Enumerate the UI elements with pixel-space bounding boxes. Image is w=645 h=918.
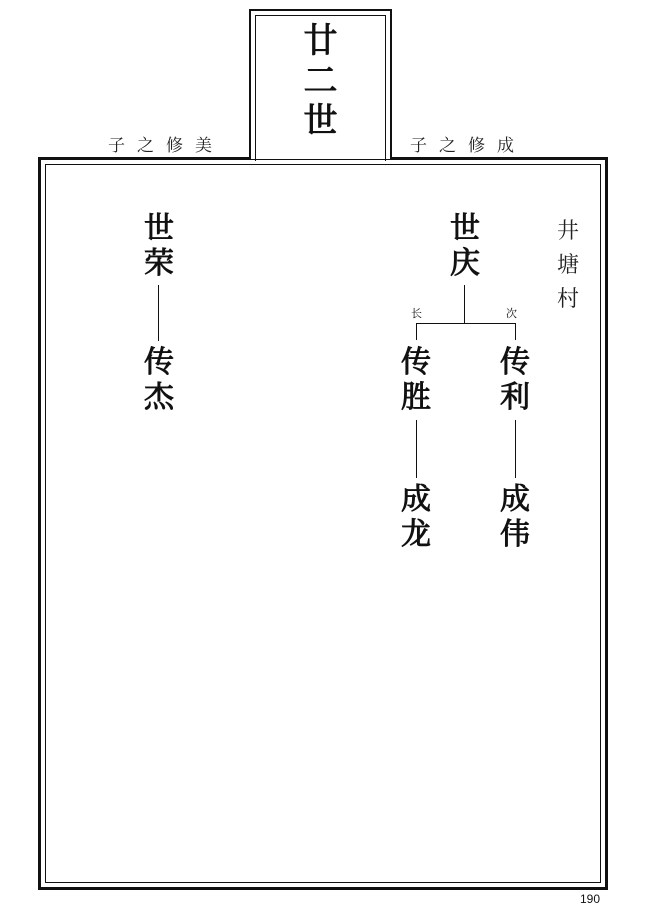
generation-char: 世 xyxy=(303,101,338,141)
lineage-connector xyxy=(158,285,159,341)
lineage-connector xyxy=(416,420,417,478)
person-name-chuanli: 传 利 xyxy=(500,345,530,415)
person-name-shirong: 世 荣 xyxy=(144,211,174,281)
person-name-chenglong: 成 龙 xyxy=(401,482,431,552)
person-name-chuanjie: 传 杰 xyxy=(144,345,174,415)
generation-char: 二 xyxy=(303,61,338,101)
person-name-shiqing: 世 庆 xyxy=(450,211,480,281)
village-char: 村 xyxy=(556,287,579,312)
village-char: 塘 xyxy=(556,253,579,278)
village-char: 井 xyxy=(556,219,579,244)
generation-label xyxy=(251,21,390,141)
sibling-connector xyxy=(416,323,516,324)
caption-right: 子之修成 xyxy=(410,136,526,156)
lineage-connector xyxy=(515,323,516,340)
generation-char: 廿 xyxy=(303,21,338,61)
lineage-connector xyxy=(416,323,417,340)
birth-order-second: 次 xyxy=(506,307,517,320)
person-name-chuansheng: 传 胜 xyxy=(401,345,431,415)
generation-tab xyxy=(249,9,392,159)
person-name-chengwei: 成 伟 xyxy=(500,482,530,552)
page-number: 190 xyxy=(580,892,601,906)
lineage-connector xyxy=(464,285,465,323)
lineage-connector xyxy=(515,420,516,478)
birth-order-first: 长 xyxy=(411,307,422,320)
caption-left: 子之修美 xyxy=(108,136,224,156)
village-label xyxy=(554,215,582,317)
